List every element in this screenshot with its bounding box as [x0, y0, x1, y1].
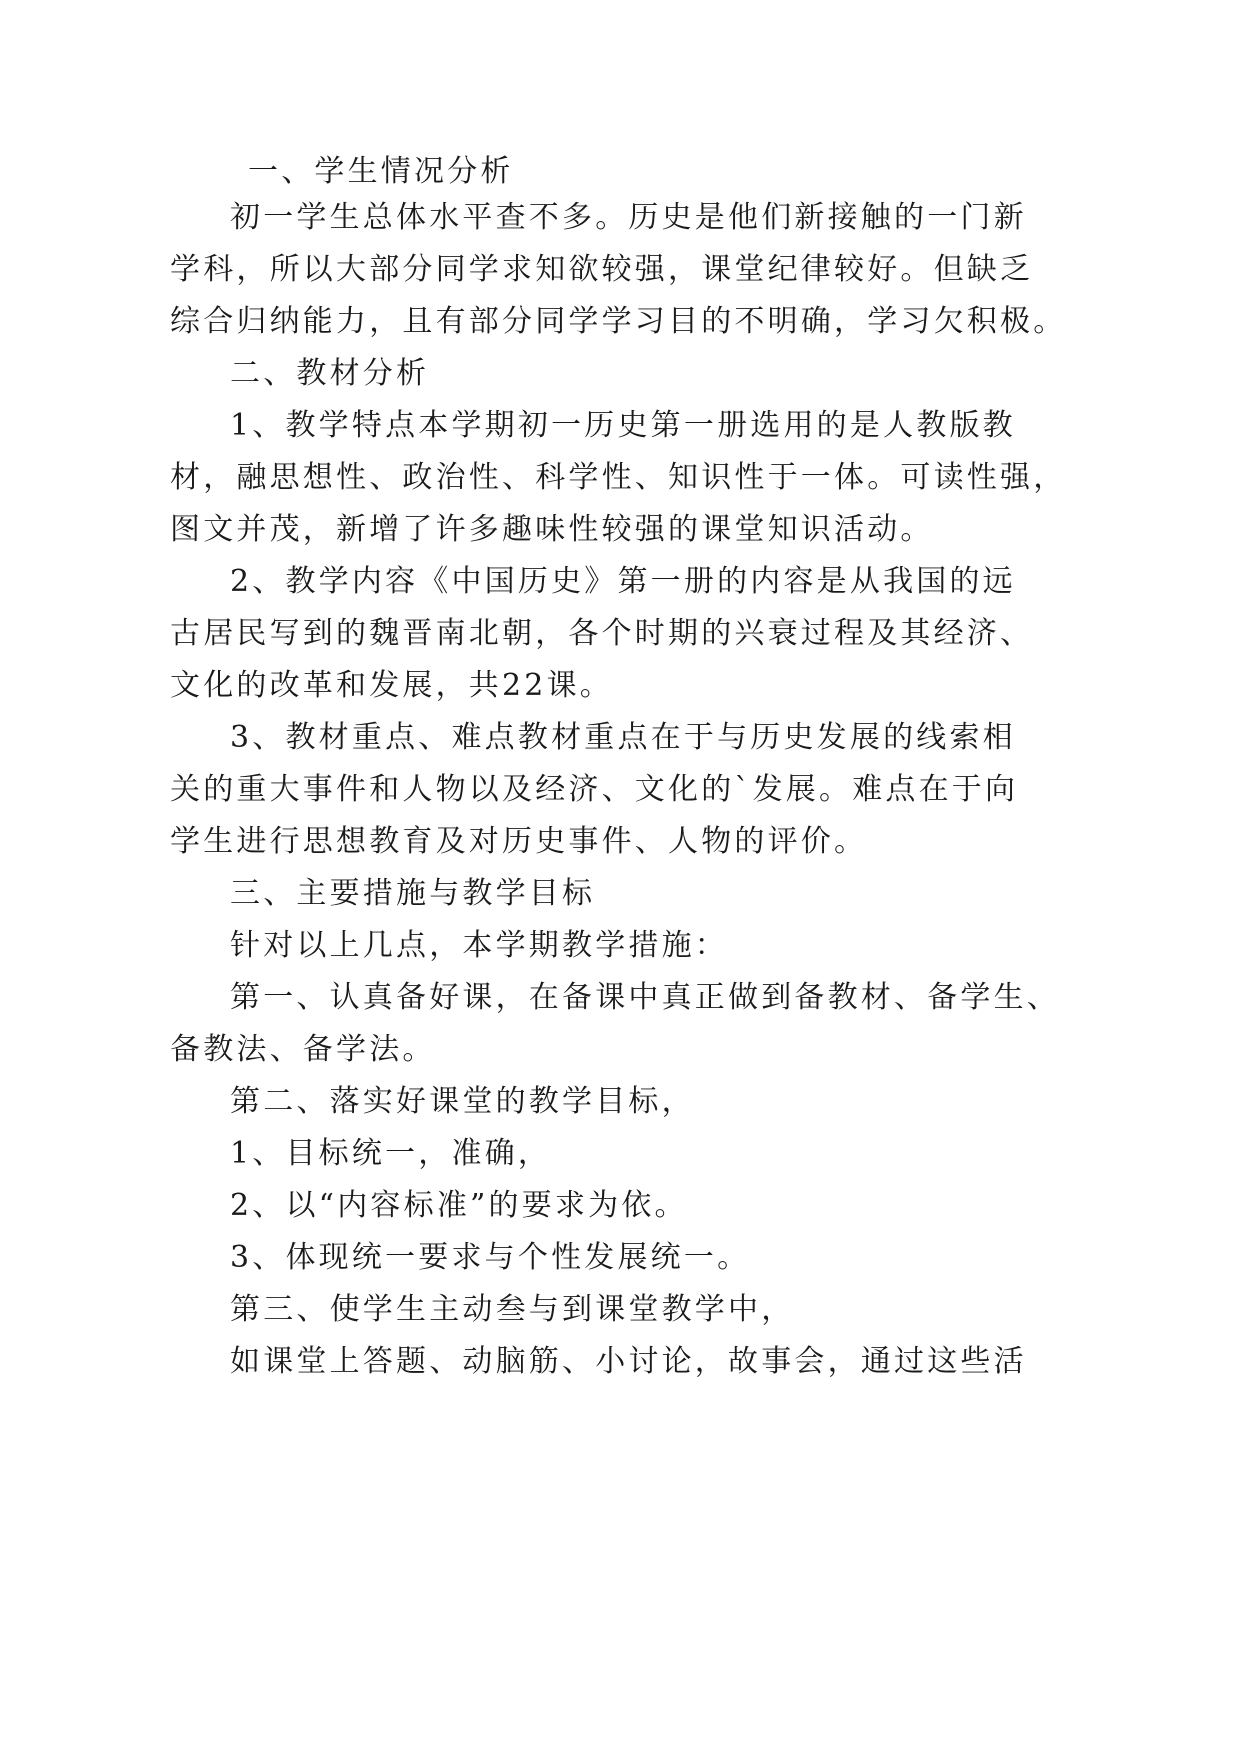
paragraph-line: 文化的改革和发展，共22课。 [170, 668, 613, 703]
heading-student-analysis: 一、学生情况分析 [248, 154, 514, 189]
paragraph-line: 第三、使学生主动叁与到课堂教学中， [230, 1292, 795, 1327]
heading-measures-goals: 三、主要措施与教学目标 [230, 876, 596, 911]
paragraph-line: 初一学生总体水平查不多。历史是他们新接触的一门新 [230, 200, 1027, 235]
paragraph-line: 针对以上几点，本学期教学措施： [230, 928, 728, 963]
paragraph-line: 第一、认真备好课，在备课中真正做到备教材、备学生、 [230, 980, 1060, 1015]
paragraph-line: 3、教材重点、难点教材重点在于与历史发展的线索相 [230, 720, 1016, 755]
paragraph-line: 综合归纳能力，且有部分同学学习目的不明确，学习欠积极。 [170, 304, 1067, 339]
list-item: 2、以“内容标准”的要求为依。 [230, 1188, 688, 1223]
paragraph-line: 学生进行思想教育及对历史事件、人物的评价。 [170, 824, 868, 859]
paragraph-line: 备教法、备学法。 [170, 1032, 436, 1067]
heading-textbook-analysis: 二、教材分析 [230, 356, 430, 391]
paragraph-line: 第二、落实好课堂的教学目标， [230, 1084, 695, 1119]
paragraph-line: 材，融思想性、政治性、科学性、知识性于一体。可读性强， [170, 460, 1067, 495]
paragraph-line: 2、教学内容《中国历史》第一册的内容是从我国的远 [230, 564, 1016, 599]
paragraph-line: 学科，所以大部分同学求知欲较强，课堂纪律较好。但缺乏 [170, 252, 1034, 287]
paragraph-line: 关的重大事件和人物以及经济、文化的`发展。难点在于向 [170, 772, 1019, 807]
list-item: 1、目标统一，准确， [230, 1136, 552, 1171]
paragraph-line: 如课堂上答题、动脑筋、小讨论，故事会，通过这些活 [230, 1344, 1027, 1379]
list-item: 3、体现统一要求与个性发展统一。 [230, 1240, 751, 1275]
paragraph-line: 古居民写到的魏晋南北朝，各个时期的兴衰过程及其经济、 [170, 616, 1034, 651]
paragraph-line: 1、教学特点本学期初一历史第一册选用的是人教版教 [230, 408, 1016, 443]
paragraph-line: 图文并茂，新增了许多趣味性较强的课堂知识活动。 [170, 512, 934, 547]
